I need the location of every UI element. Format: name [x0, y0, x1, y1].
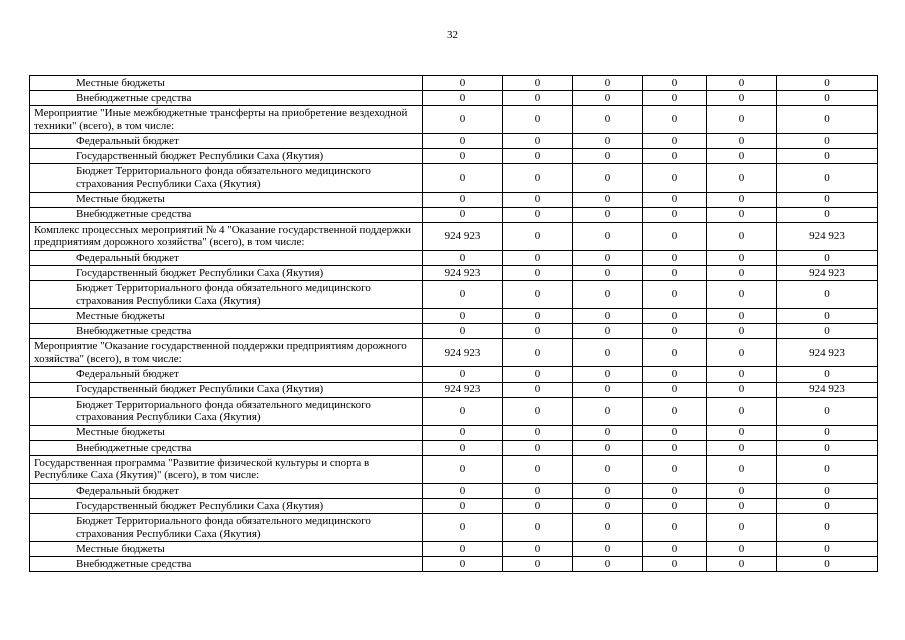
value-cell: 0 [423, 425, 503, 440]
value-cell: 0 [423, 91, 503, 106]
row-label: Внебюджетные средства [30, 207, 423, 222]
value-cell: 0 [573, 542, 643, 557]
value-cell: 0 [777, 483, 878, 498]
value-cell: 0 [423, 192, 503, 207]
value-cell: 0 [573, 425, 643, 440]
value-cell: 0 [503, 483, 573, 498]
row-label: Местные бюджеты [30, 76, 423, 91]
value-cell: 924 923 [423, 339, 503, 367]
value-cell: 0 [643, 76, 707, 91]
row-label: Бюджет Территориального фонда обязательного медицинского страхования Республики Саха (Якутия) [30, 164, 423, 192]
value-cell: 0 [503, 149, 573, 164]
table-row [30, 76, 878, 91]
value-cell: 0 [573, 514, 643, 542]
value-cell: 0 [503, 557, 573, 572]
row-label: Местные бюджеты [30, 425, 423, 440]
table-row [30, 425, 878, 440]
value-cell: 0 [573, 397, 643, 425]
table-row [30, 483, 878, 498]
row-label: Федеральный бюджет [30, 134, 423, 149]
value-cell: 0 [707, 192, 777, 207]
value-cell: 0 [423, 397, 503, 425]
value-cell: 924 923 [777, 222, 878, 250]
value-cell: 0 [573, 134, 643, 149]
value-cell: 0 [503, 309, 573, 324]
value-cell: 0 [423, 76, 503, 91]
value-cell: 0 [707, 514, 777, 542]
value-cell: 0 [707, 281, 777, 309]
value-cell: 0 [707, 324, 777, 339]
value-cell: 0 [503, 514, 573, 542]
value-cell: 0 [573, 483, 643, 498]
row-label: Федеральный бюджет [30, 250, 423, 265]
value-cell: 0 [707, 455, 777, 483]
value-cell: 0 [707, 164, 777, 192]
value-cell: 0 [777, 425, 878, 440]
value-cell: 0 [503, 499, 573, 514]
value-cell: 0 [777, 281, 878, 309]
value-cell: 0 [423, 557, 503, 572]
row-label: Государственный бюджет Республики Саха (Якутия) [30, 265, 423, 280]
value-cell: 924 923 [423, 222, 503, 250]
value-cell: 0 [707, 309, 777, 324]
value-cell: 0 [643, 483, 707, 498]
value-cell: 0 [423, 455, 503, 483]
value-cell: 0 [573, 367, 643, 382]
value-cell: 0 [573, 164, 643, 192]
value-cell: 0 [503, 440, 573, 455]
value-cell: 0 [777, 192, 878, 207]
value-cell: 0 [423, 207, 503, 222]
value-cell: 0 [573, 207, 643, 222]
value-cell: 0 [503, 222, 573, 250]
value-cell: 0 [643, 222, 707, 250]
value-cell: 0 [503, 382, 573, 397]
value-cell: 0 [503, 164, 573, 192]
value-cell: 0 [707, 149, 777, 164]
value-cell: 0 [707, 134, 777, 149]
page-number: 32 [447, 29, 458, 41]
value-cell: 0 [423, 309, 503, 324]
value-cell: 924 923 [423, 265, 503, 280]
value-cell: 0 [643, 91, 707, 106]
row-label: Федеральный бюджет [30, 367, 423, 382]
value-cell: 0 [707, 425, 777, 440]
value-cell: 0 [707, 106, 777, 134]
value-cell: 0 [777, 499, 878, 514]
value-cell: 0 [643, 149, 707, 164]
value-cell: 0 [707, 483, 777, 498]
table-row [30, 134, 878, 149]
value-cell: 0 [423, 367, 503, 382]
value-cell: 0 [503, 192, 573, 207]
value-cell: 0 [423, 164, 503, 192]
table-row [30, 542, 878, 557]
table-row [30, 499, 878, 514]
value-cell: 0 [423, 324, 503, 339]
value-cell: 0 [643, 397, 707, 425]
value-cell: 0 [573, 440, 643, 455]
value-cell: 0 [777, 542, 878, 557]
value-cell: 0 [503, 134, 573, 149]
value-cell: 0 [643, 499, 707, 514]
row-label: Бюджет Территориального фонда обязательного медицинского страхования Республики Саха (Якутия) [30, 281, 423, 309]
table-row [30, 382, 878, 397]
row-label: Внебюджетные средства [30, 91, 423, 106]
row-label: Государственный бюджет Республики Саха (Якутия) [30, 149, 423, 164]
value-cell: 0 [777, 557, 878, 572]
value-cell: 0 [777, 324, 878, 339]
value-cell: 0 [707, 499, 777, 514]
value-cell: 0 [643, 192, 707, 207]
value-cell: 0 [707, 250, 777, 265]
value-cell: 0 [573, 265, 643, 280]
table-row [30, 514, 878, 542]
value-cell: 0 [643, 106, 707, 134]
table-row [30, 339, 878, 367]
value-cell: 0 [503, 455, 573, 483]
table-row [30, 440, 878, 455]
value-cell: 0 [707, 557, 777, 572]
table-row [30, 222, 878, 250]
value-cell: 0 [573, 455, 643, 483]
value-cell: 0 [573, 499, 643, 514]
value-cell: 0 [503, 207, 573, 222]
table-row [30, 309, 878, 324]
value-cell: 0 [573, 557, 643, 572]
value-cell: 0 [643, 250, 707, 265]
value-cell: 0 [423, 250, 503, 265]
value-cell: 0 [707, 222, 777, 250]
table-row [30, 164, 878, 192]
value-cell: 0 [573, 309, 643, 324]
table-row [30, 397, 878, 425]
value-cell: 0 [573, 281, 643, 309]
value-cell: 0 [503, 250, 573, 265]
table-row [30, 455, 878, 483]
value-cell: 0 [777, 309, 878, 324]
value-cell: 0 [423, 134, 503, 149]
value-cell: 0 [423, 483, 503, 498]
table-row [30, 281, 878, 309]
value-cell: 0 [777, 134, 878, 149]
row-label: Мероприятие "Оказание государственной поддержки предприятиям дорожного хозяйства" (всего), в том числе: [30, 339, 423, 367]
value-cell: 0 [643, 309, 707, 324]
value-cell: 0 [643, 542, 707, 557]
value-cell: 0 [423, 149, 503, 164]
table-row [30, 149, 878, 164]
value-cell: 924 923 [777, 382, 878, 397]
value-cell: 0 [423, 514, 503, 542]
row-label: Местные бюджеты [30, 309, 423, 324]
value-cell: 0 [503, 339, 573, 367]
value-cell: 0 [423, 106, 503, 134]
value-cell: 0 [777, 207, 878, 222]
value-cell: 0 [777, 367, 878, 382]
row-label: Федеральный бюджет [30, 483, 423, 498]
row-label: Внебюджетные средства [30, 440, 423, 455]
value-cell: 0 [643, 207, 707, 222]
value-cell: 0 [573, 149, 643, 164]
value-cell: 0 [573, 324, 643, 339]
table-row [30, 106, 878, 134]
value-cell: 924 923 [423, 382, 503, 397]
value-cell: 0 [643, 440, 707, 455]
value-cell: 0 [643, 164, 707, 192]
value-cell: 0 [573, 192, 643, 207]
value-cell: 0 [777, 149, 878, 164]
value-cell: 924 923 [777, 339, 878, 367]
value-cell: 0 [423, 499, 503, 514]
table-row [30, 557, 878, 572]
value-cell: 0 [707, 207, 777, 222]
value-cell: 0 [777, 514, 878, 542]
table-row [30, 192, 878, 207]
table-row [30, 91, 878, 106]
value-cell: 0 [503, 324, 573, 339]
row-label: Местные бюджеты [30, 192, 423, 207]
value-cell: 0 [503, 397, 573, 425]
row-label: Мероприятие "Иные межбюджетные трансферты на приобретение вездеходной техники" (всего), в том числе: [30, 106, 423, 134]
value-cell: 0 [503, 542, 573, 557]
row-label: Комплекс процессных мероприятий № 4 "Оказание государственной поддержки предприятиям дорожного хозяйства" (всего), в том числе: [30, 222, 423, 250]
value-cell: 0 [777, 164, 878, 192]
value-cell: 0 [707, 397, 777, 425]
value-cell: 0 [573, 106, 643, 134]
value-cell: 0 [643, 367, 707, 382]
value-cell: 924 923 [777, 265, 878, 280]
value-cell: 0 [503, 91, 573, 106]
value-cell: 0 [643, 339, 707, 367]
row-label: Государственный бюджет Республики Саха (Якутия) [30, 499, 423, 514]
value-cell: 0 [573, 76, 643, 91]
value-cell: 0 [777, 397, 878, 425]
value-cell: 0 [777, 250, 878, 265]
value-cell: 0 [707, 339, 777, 367]
value-cell: 0 [777, 455, 878, 483]
value-cell: 0 [643, 265, 707, 280]
value-cell: 0 [777, 76, 878, 91]
value-cell: 0 [573, 339, 643, 367]
value-cell: 0 [573, 382, 643, 397]
value-cell: 0 [643, 514, 707, 542]
value-cell: 0 [777, 440, 878, 455]
budget-table [29, 75, 878, 572]
value-cell: 0 [643, 557, 707, 572]
table-row [30, 324, 878, 339]
table-row [30, 207, 878, 222]
value-cell: 0 [707, 382, 777, 397]
value-cell: 0 [643, 134, 707, 149]
value-cell: 0 [707, 91, 777, 106]
value-cell: 0 [423, 542, 503, 557]
row-label: Бюджет Территориального фонда обязательного медицинского страхования Республики Саха (Якутия) [30, 514, 423, 542]
table-row [30, 265, 878, 280]
row-label: Государственный бюджет Республики Саха (Якутия) [30, 382, 423, 397]
row-label: Государственная программа "Развитие физической культуры и спорта в Республике Саха (Якутия)" (всего), в том числе: [30, 455, 423, 483]
row-label: Бюджет Территориального фонда обязательного медицинского страхования Республики Саха (Якутия) [30, 397, 423, 425]
value-cell: 0 [503, 106, 573, 134]
value-cell: 0 [503, 425, 573, 440]
value-cell: 0 [573, 222, 643, 250]
value-cell: 0 [573, 91, 643, 106]
row-label: Внебюджетные средства [30, 324, 423, 339]
value-cell: 0 [777, 106, 878, 134]
value-cell: 0 [707, 440, 777, 455]
table-row [30, 367, 878, 382]
value-cell: 0 [503, 265, 573, 280]
value-cell: 0 [423, 440, 503, 455]
value-cell: 0 [643, 425, 707, 440]
value-cell: 0 [707, 367, 777, 382]
row-label: Внебюджетные средства [30, 557, 423, 572]
row-label: Местные бюджеты [30, 542, 423, 557]
value-cell: 0 [643, 382, 707, 397]
value-cell: 0 [707, 542, 777, 557]
value-cell: 0 [503, 367, 573, 382]
value-cell: 0 [573, 250, 643, 265]
value-cell: 0 [643, 324, 707, 339]
value-cell: 0 [643, 281, 707, 309]
value-cell: 0 [707, 265, 777, 280]
value-cell: 0 [423, 281, 503, 309]
table-row [30, 250, 878, 265]
value-cell: 0 [707, 76, 777, 91]
value-cell: 0 [777, 91, 878, 106]
value-cell: 0 [503, 281, 573, 309]
value-cell: 0 [503, 76, 573, 91]
value-cell: 0 [643, 455, 707, 483]
